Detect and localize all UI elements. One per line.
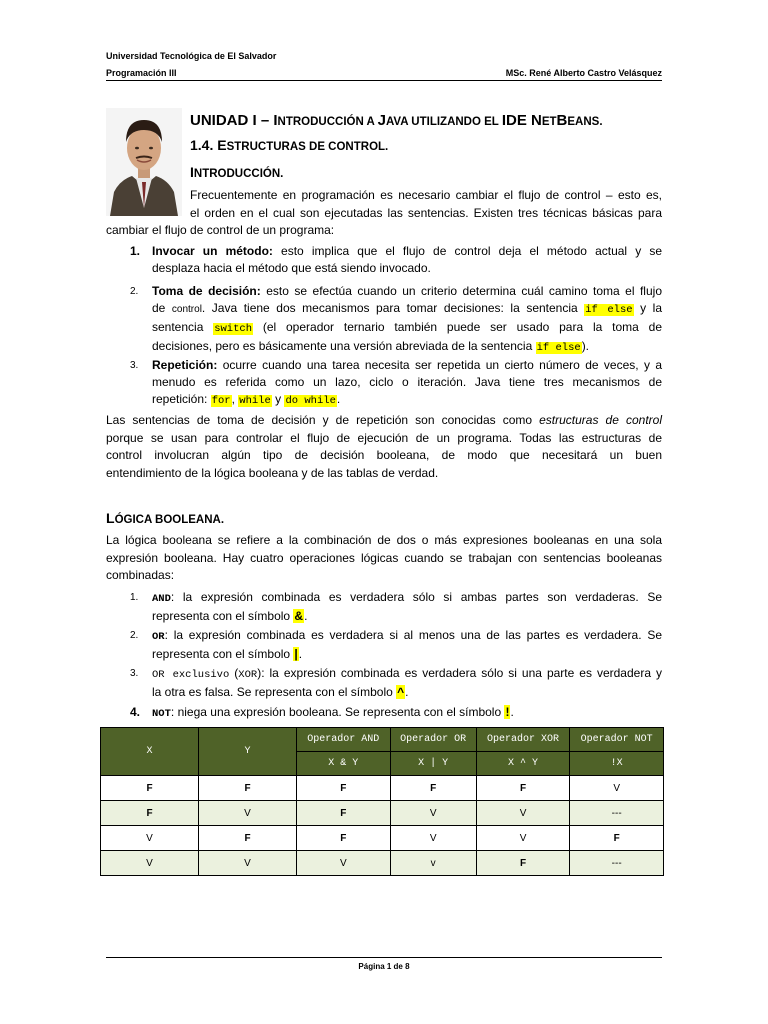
intro-paragraph-cont: cambiar el flujo de control de un programa: xyxy=(106,223,335,237)
code-if-else: if else xyxy=(536,342,581,354)
header-rule xyxy=(106,80,662,81)
symbol-xor: ^ xyxy=(397,685,405,699)
table-subheader: X & Y xyxy=(297,752,391,776)
table-subheader: X | Y xyxy=(390,752,476,776)
table-row: V F F V V F xyxy=(101,826,664,851)
symbol-and: & xyxy=(294,609,304,623)
boolean-heading: LÓGICA BOOLEANA. xyxy=(106,510,225,526)
header-university: Universidad Tecnológica de El Salvador xyxy=(106,51,277,61)
header-author: MSc. René Alberto Castro Velásquez xyxy=(505,68,662,78)
table-row: F V F V V --- xyxy=(101,801,664,826)
intro-heading: INTRODUCCIÓN. xyxy=(190,164,284,180)
table-row: V V V v F --- xyxy=(101,851,664,876)
table-subheader: X ^ Y xyxy=(476,752,570,776)
code-while: while xyxy=(239,395,271,407)
code-switch: switch xyxy=(214,323,253,335)
unit-title: UNIDAD I – INTRODUCCIÓN A JAVA UTILIZANDO EL IDE NETBEANS. xyxy=(190,112,603,129)
symbol-not: ! xyxy=(505,705,510,719)
truth-table xyxy=(100,727,664,876)
page-number: Página 1 de 8 xyxy=(358,962,410,971)
table-header: X xyxy=(101,728,199,776)
code-for: for xyxy=(211,395,231,407)
header-course: Programación III xyxy=(106,68,177,78)
code-if-else: if else xyxy=(585,304,633,316)
section-title: 1.4. ESTRUCTURAS DE CONTROL. xyxy=(190,137,389,153)
table-header: Operador AND xyxy=(297,728,391,752)
boolean-intro-paragraph: La lógica booleana se refiere a la combinación de dos o más expresiones booleanas en una sola expresión booleana. Hay cuatro operaciones lógicas cuando se trabajan con sentencias booleanas combinadas: xyxy=(106,533,662,582)
table-row: F F F F F V xyxy=(101,776,664,801)
table-header: Operador XOR xyxy=(476,728,570,752)
table-header: Y xyxy=(199,728,297,776)
code-do-while: do while xyxy=(285,395,336,407)
document-page: Universidad Tecnológica de El Salvador Programación III MSc. René Alberto Castro Velásquez UNIDAD I – INTRODUCCIÓN A JAVA UTILIZANDO EL IDE NETBEANS. 1.4. ESTRUCTURAS DE CONTROL. INTRODUCCIÓN. Frecuentemente en programación es necesario cambiar el flujo de control – esto es, el orden en el cual son ejecutadas las sentencias. Existen tres técnicas básicas para cambiar el flujo de control de un programa: 1. Invocar un método: esto implica que el flujo de control deja el método actual y se desplaza hacia el método que está siendo invocado. 2. Toma de decisión: esto se efectúa cuando un criterio determina cuál camino toma el flujo de control. Java tiene dos mecanismos para tomar decisiones: la sentencia if else y la sentencia switch (el operador ternario también puede ser usado para la toma de decisiones, pero es básicamente una versión abreviada de la sentencia if else). 3. Repetición: ocurre cuando una tarea necesita ser repetida un cierto número de veces, y a menudo es referida como un lazo, ciclo o iteración. Java tiene tres mecanismos de repetición: for, while y do while. Las sentencias de toma de decisión y de repetición son conocidas como estructuras de control porque se usan para controlar el flujo de ejecución de un programa. Todas las estructuras de control involucran algún tipo de decisión booleana, de modo que necesitará un buen entendimiento de la lógica booleana y de las tablas de verdad. LÓGICA BOOLEANA. La lógica booleana se refiere a la combinación de dos o más expresiones booleanas en una sola expresión booleana. Hay cuatro operaciones lógicas cuando se trabajan con sentencias booleanas combinadas: 1. AND: la expresión combinada es verdadera sólo si ambas partes son verdaderas. Se representa con el símbolo &. 2. OR: la expresión combinada es verdadera si al menos una de las partes es verdadera. Se representa con el símbolo |. 3. OR exclusivo (XOR): la expresión combinada es verdadera sólo si una parte es verdadera y la otra es falsa. Se representa con el símbolo ^. 4. NOT: niega una expresión booleana. Se representa con el símbolo !. X Y Operador AND Operador OR Operador XOR Operador NOT X & Y X | Y X ^ Y !X F F F F F V F V F V V --- V F F V V F V V V v F --- Página 1 de 8 xyxy=(0,0,768,1024)
symbol-or: | xyxy=(294,647,298,661)
footer-rule xyxy=(106,957,662,958)
table-header: Operador OR xyxy=(390,728,476,752)
intro-paragraph: Frecuentemente en programación es necesario cambiar el flujo de control – esto es, el orden en el cual son ejecutadas las sentencias. Existen tres técnicas básicas para xyxy=(190,188,662,220)
table-header: Operador NOT xyxy=(570,728,664,752)
author-portrait xyxy=(106,108,182,216)
table-subheader: !X xyxy=(570,752,664,776)
summary-paragraph: Las sentencias de toma de decisión y de repetición son conocidas como estructuras de control porque se usan para controlar el flujo de ejecución de un programa. Todas las estructuras de control involucran algún tipo de decisión booleana, de modo que necesitará un buen entendimiento de la lógica booleana y de las tablas de verdad. xyxy=(106,413,662,480)
